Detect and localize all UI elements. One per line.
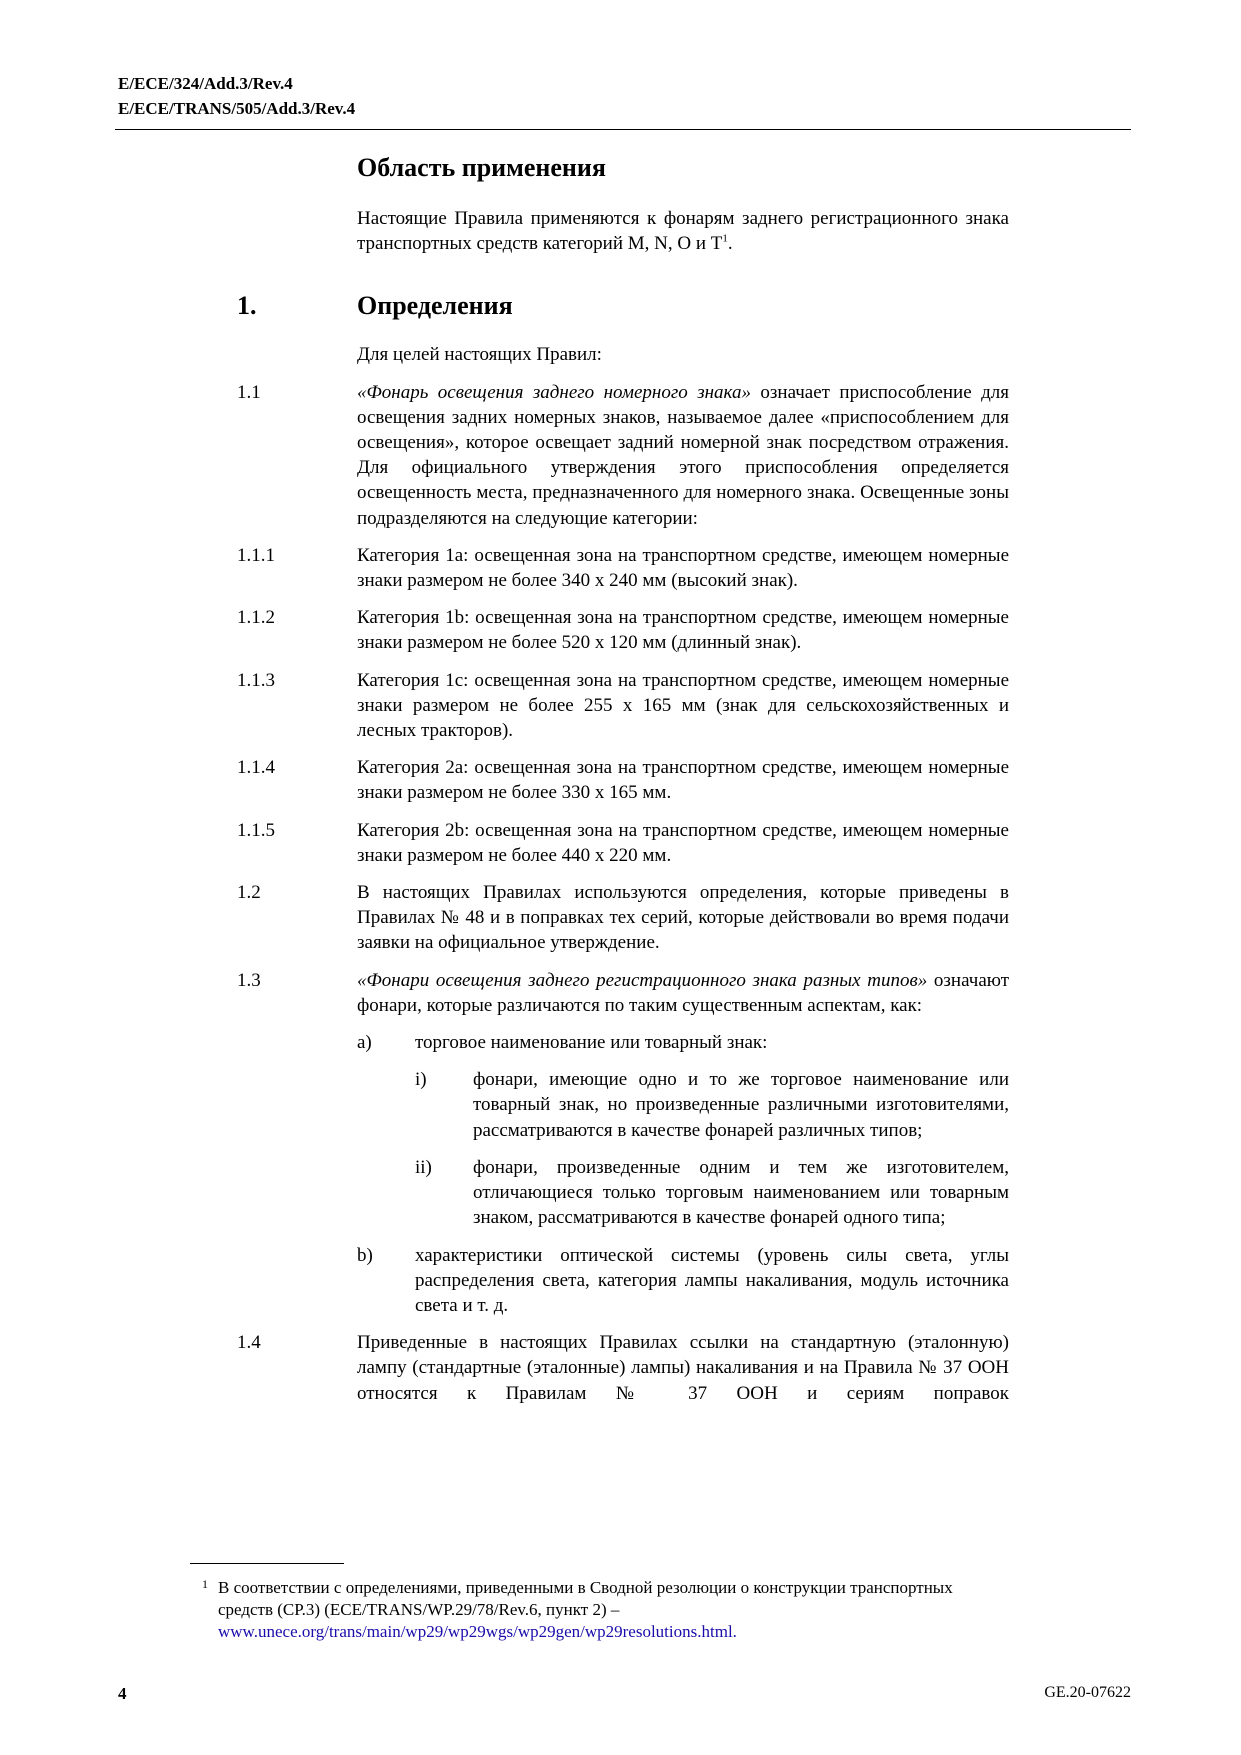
paragraph-number: 1.4 <box>237 1332 261 1354</box>
header-rule <box>115 129 1131 130</box>
paragraph-1-1-1 <box>237 543 1009 593</box>
paragraph-1-3 <box>237 968 1009 1018</box>
paragraph-number: 1.1 <box>237 381 261 403</box>
sub-item-b <box>357 1243 1009 1319</box>
section-title: Определения <box>357 291 513 321</box>
paragraph-body: означают фонари, которые различаются по таким существенным аспектам, как: <box>357 969 1009 1016</box>
paragraph-1-1-3 <box>237 668 1009 744</box>
paragraph-text <box>357 818 1009 868</box>
sub-text: торговое наименование или товарный знак: <box>415 1032 768 1054</box>
paragraph-text <box>357 668 1009 744</box>
sub-number: ii) <box>415 1156 432 1178</box>
paragraph-number: 1.2 <box>237 882 261 904</box>
paragraph-1-2 <box>237 880 1009 956</box>
defined-term: «Фонарь освещения заднего номерного знака» <box>357 381 751 403</box>
page-number: 4 <box>118 1684 127 1703</box>
footnote-text: В соответствии с определениями, приведенными в Сводной резолюции о конструкции транспортных средств (СР.3) (ECE/TRANS/WP.29/78/Rev.6, пункт 2) – <box>218 1578 953 1619</box>
footnote <box>202 1577 978 1643</box>
sub-item-ii <box>415 1155 1009 1231</box>
paragraph-1-1-5 <box>237 818 1009 868</box>
section-1-heading <box>237 290 1009 322</box>
paragraph-1-1-2 <box>237 605 1009 655</box>
paragraph-text <box>357 380 1009 531</box>
document-symbol-2: E/ECE/TRANS/505/Add.3/Rev.4 <box>118 99 356 118</box>
scope-end: . <box>727 233 733 255</box>
section-number: 1. <box>237 291 257 321</box>
footnote-rule <box>190 1563 344 1564</box>
sub-item-i <box>415 1067 1009 1143</box>
paragraph-body: Категория 2b: освещенная зона на транспортном средстве, имеющем номерные знаки размером не более 440 x 220 мм. <box>357 819 1009 866</box>
footnote-mark: 1 <box>202 1577 208 1591</box>
sub-text: характеристики оптической системы (уровень силы света, углы распределения света, категория лампы накаливания, модуль источника света и т. д. <box>415 1244 1009 1316</box>
scope-text: Настоящие Правила применяются к фонарям заднего регистрационного знака транспортных средств категорий M, N, O и T <box>357 208 1009 255</box>
sub-item-a <box>357 1030 1009 1318</box>
paragraph-body: Категория 2a: освещенная зона на транспортном средстве, имеющем номерные знаки размером не более 330 x 165 мм. <box>357 757 1009 804</box>
paragraph-number: 1.3 <box>237 969 261 991</box>
paragraph-text <box>357 605 1009 655</box>
footnote-ref[interactable]: 1 <box>722 232 728 245</box>
scope-heading: Область применения <box>357 153 606 182</box>
paragraph-number: 1.1.3 <box>237 669 275 691</box>
sub-number: i) <box>415 1069 427 1091</box>
paragraph-number: 1.1.1 <box>237 544 275 566</box>
paragraph-body: Категория 1c: освещенная зона на транспортном средстве, имеющем номерные знаки размером не более 255 x 165 мм (знак для сельскохозяйственных и лесных тракторов). <box>357 669 1009 742</box>
sub-text: фонари, имеющие одно и то же торговое наименование или товарный знак, но произведенные различными изготовителями, рассматриваются в качестве фонарей различных типов; <box>473 1069 1009 1141</box>
sub-number: b) <box>357 1244 373 1266</box>
paragraph-body: В настоящих Правилах используются определения, которые приведены в Правилах № 48 и в поправках тех серий, которые действовали во время подачи заявки на официальное утверждение. <box>357 882 1009 954</box>
paragraph-1-1 <box>237 380 1009 531</box>
section-intro: Для целей настоящих Правил: <box>357 344 602 366</box>
document-code: GE.20-07622 <box>1044 1684 1131 1701</box>
footnote-link[interactable]: www.unece.org/trans/main/wp29/wp29wgs/wp29gen/wp29resolutions.html. <box>218 1622 737 1641</box>
paragraph-body: означает приспособление для освещения задних номерных знаков, называемое далее «приспособлением для освещения», которое освещает задний номерной знак посредством отражения. Для официального утверждения этого приспособления определяется освещенность места, предназначенного для номерного знака. Освещенные зоны подразделяются на следующие категории: <box>357 381 1009 529</box>
paragraph-text <box>357 755 1009 805</box>
paragraph-number: 1.1.4 <box>237 757 275 779</box>
scope-paragraph <box>357 206 1009 256</box>
sub-text: фонари, произведенные одним и тем же изготовителем, отличающиеся только торговым наименованием или товарным знаком, рассматриваются в качестве фонарей одного типа; <box>473 1156 1009 1229</box>
paragraph-1-1-4 <box>237 755 1009 805</box>
paragraph-text <box>357 968 1009 1018</box>
paragraph-number: 1.1.2 <box>237 607 275 629</box>
defined-term: «Фонари освещения заднего регистрационного знака разных типов» <box>357 969 928 991</box>
document-body <box>237 152 1009 1418</box>
paragraph-body: Категория 1b: освещенная зона на транспортном средстве, имеющем номерные знаки размером не более 520 x 120 мм (длинный знак). <box>357 607 1009 654</box>
paragraph-text <box>357 543 1009 593</box>
sub-number: a) <box>357 1032 372 1054</box>
document-symbol-1: E/ECE/324/Add.3/Rev.4 <box>118 74 293 93</box>
paragraph-1-4 <box>237 1330 1009 1406</box>
paragraph-number: 1.1.5 <box>237 819 275 841</box>
paragraph-text <box>357 880 1009 956</box>
paragraph-body: Категория 1a: освещенная зона на транспортном средстве, имеющем номерные знаки размером не более 340 x 240 мм (высокий знак). <box>357 544 1009 592</box>
paragraph-text: Приведенные в настоящих Правилах ссылки на стандартную (эталонную) лампу (стандартные (эталонные) лампы) накаливания и на Правила № 37 ООН относятся к Правилам № 37 ООН и сериям поправок <box>357 1332 1009 1404</box>
